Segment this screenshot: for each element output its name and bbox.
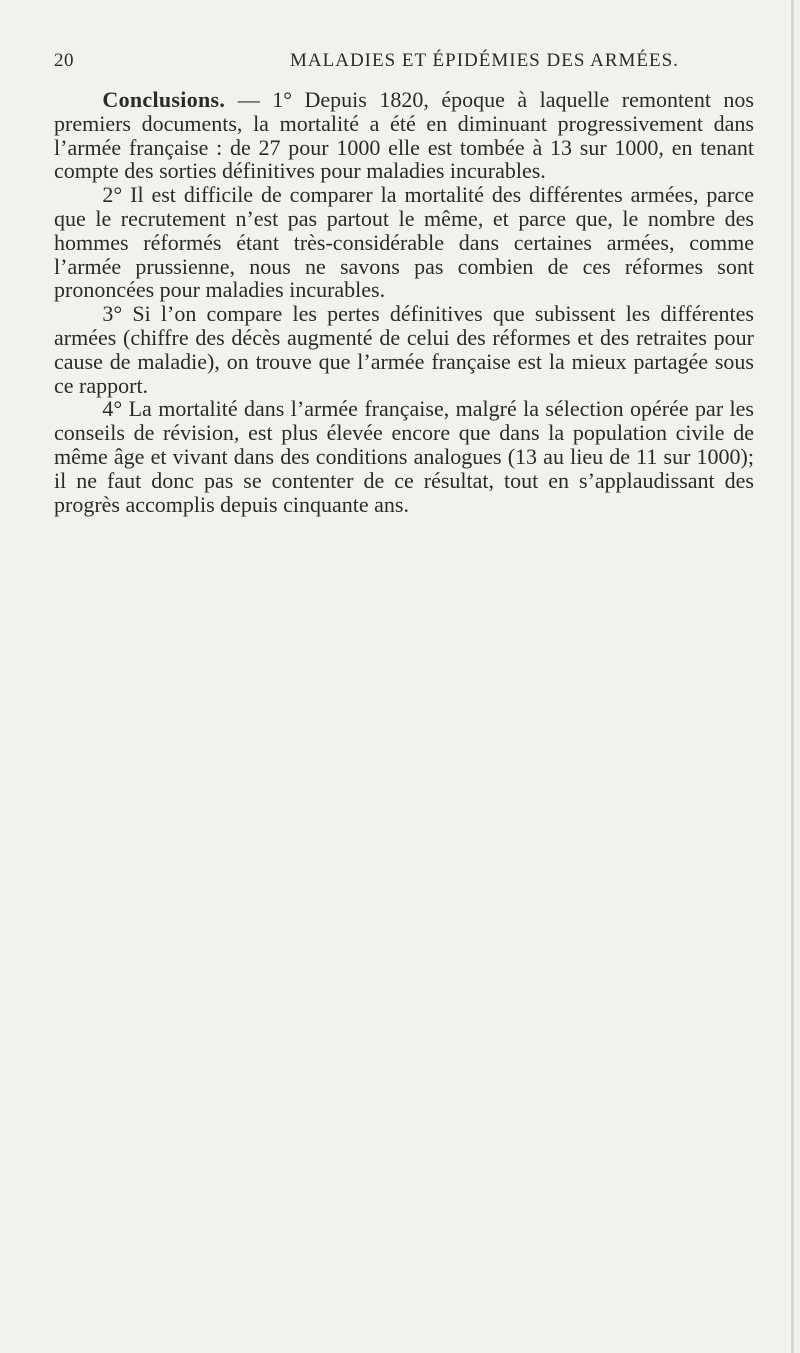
paragraph-3: 3° Si l’on compare les pertes définitives que subissent les différentes armées (chiffre des décès augmenté de celui des réformes et des retraites pour cause de maladie), on trouve que l’armée française est la mieux partagée sous ce rapport. — [54, 301, 754, 398]
running-head-title: MALADIES ET ÉPIDÉMIES DES ARMÉES. — [290, 50, 679, 71]
running-head — [54, 50, 754, 80]
conclusions-section — [54, 88, 754, 516]
paragraph-1 — [54, 88, 754, 183]
paragraph-4: 4° La mortalité dans l’armée française, malgré la sélection opérée par les conseils de révision, est plus élevée encore que dans la population civile de même âge et vivant dans des conditions analogues (13 au lieu de 11 sur 1000); il ne faut donc pas se contenter de ce résultat, tout en s’applaudissant des progrès accomplis depuis cinquante ans. — [54, 396, 754, 517]
conclusions-heading: Conclusions. — [102, 87, 226, 112]
paragraph-2: 2° Il est difficile de comparer la mortalité des différentes armées, parce que le recrutement n’est pas partout le même, et parce que, le nombre des hommes réformés étant très-considérable dans certaines armées, comme l’armée prussienne, nous ne savons pas combien de ces réformes sont prononcées pour maladies incurables. — [54, 182, 754, 303]
paragraph-1-text: — 1° Depuis 1820, époque à laquelle remontent nos premiers documents, la mortalité a été en diminuant progressivement dans l’armée française : de 27 pour 1000 elle est tombée à 13 sur 1000, en tenant compte des sorties définitives pour maladies incurables. — [54, 87, 754, 184]
page-number: 20 — [54, 50, 74, 71]
page-edge — [791, 0, 794, 1353]
